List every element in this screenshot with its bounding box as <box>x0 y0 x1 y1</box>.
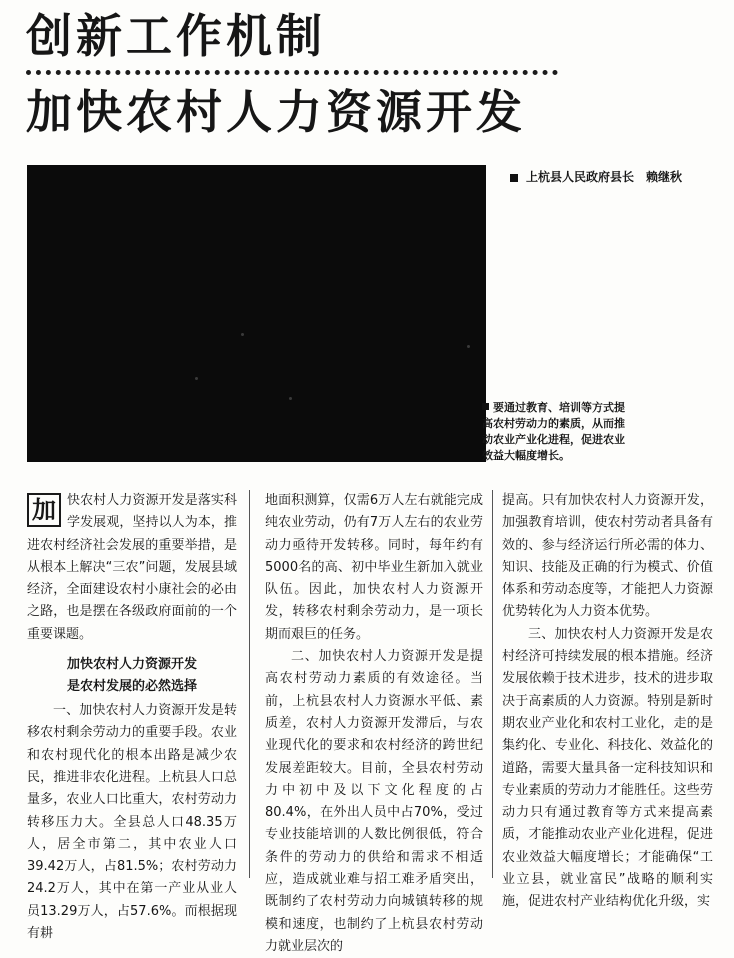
byline-name: 赖继秋 <box>646 170 683 184</box>
paragraph: 二、加快农村人力资源开发是提高农村劳动力素质的有效途径。当前，上杭县农村人力资源水平低、素质差，农村人力资源开发滞后，与农业现代化的要求和农村经济的跨世纪发展差距较大。目前，全县农村劳动力中初中及以下文化程度的占80.4%，在外出人员中占70%，受过专业技能培训的人数比例很低，符合条件的劳动力的供给和需求不相适应，造成就业难与招工难矛盾突出，既制约了农村劳动力向城镇转移的规模和速度，也制约了上杭县农村劳动力就业层次的 <box>265 649 483 954</box>
drop-cap: 加 <box>27 493 61 527</box>
subheading-line-2: 是农村发展的必然选择 <box>66 679 197 695</box>
title-dotted-divider <box>26 70 558 75</box>
paragraph: 一、加快农村人力资源开发是转移农村剩余劳动力的重要手段。农业和农村现代化的根本出路是减少农民，推进非农化进程。上杭县人口总量多，农业人口比重大，农村劳动力转移压力大。全县总人口48.35万人，居全市第二，其中农业人口39.42万人，占81.5%；农村劳动力24.2万人，其中在第一产业从业人员13.29万人，占57.6%。而根据现有耕 <box>27 703 237 942</box>
article-column-2 <box>265 490 483 958</box>
caption-text: 要通过教育、培训等方式提高农村劳动力的素质，从而推动农业产业化进程，促进农业效益大幅度增长。 <box>482 401 625 462</box>
article-column-3 <box>502 490 713 914</box>
column-divider <box>492 490 493 878</box>
byline-role: 上杭县人民政府县长 <box>526 170 635 184</box>
paragraph: 三、加快农村人力资源开发是农村经济可持续发展的根本措施。经济发展依赖于技术进步，技术的进步取决于高素质的人力资源。特别是新时期农业产业化和农村工业化，走的是集约化、专业化、科技化、效益化的道路，需要大量具备一定科技知识和专业素质的劳动力才能胜任。这些劳动力只有通过教育等方式来提高素质，才能推动农业产业化进程，促进农业效益大幅度增长；才能确保“工业立县，就业富民”战略的顺利实施，促进农村产业结构优化升级，实 <box>502 626 713 910</box>
title-line-1: 创新工作机制 <box>26 9 326 63</box>
byline-square-icon <box>510 174 518 182</box>
photo-speck <box>195 377 198 380</box>
paragraph: 快农村人力资源开发是落实科学发展观，坚持以人为本，推进农村经济社会发展的重要举措，是从根本上解决“三农”问题，发展县域经济，全面建设农村小康社会的必由之路，也是摆在各级政府面前的一个重要课题。 <box>27 493 237 642</box>
paragraph: 地面积测算，仅需6万人左右就能完成纯农业劳动，仍有7万人左右的农业劳动力亟待开发转移。同时，每年约有5000名的高、初中毕业生新加入就业队伍。因此，加快农村人力资源开发，转移农村剩余劳动力，是一项长期而艰巨的任务。 <box>265 493 483 642</box>
photo-speck <box>241 333 244 336</box>
title-line-2: 加快农村人力资源开发 <box>26 85 526 139</box>
paragraph: 提高。只有加快农村人力资源开发，加强教育培训，使农村劳动者具备有效的、参与经济运行所必需的体力、知识、技能及正确的行为模式、价值体系和劳动态度等，才能把人力资源优势转化为人力资本优势。 <box>502 493 713 620</box>
section-subheading <box>27 654 237 698</box>
subheading-line-1: 加快农村人力资源开发 <box>66 657 197 673</box>
byline <box>510 168 682 185</box>
caption-square-icon <box>482 403 489 410</box>
article-column-1 <box>27 490 237 945</box>
photo-speck <box>289 397 292 400</box>
photo-caption <box>482 400 632 464</box>
photo-speck <box>467 345 470 348</box>
article-photo <box>27 165 486 462</box>
column-divider <box>249 490 250 878</box>
